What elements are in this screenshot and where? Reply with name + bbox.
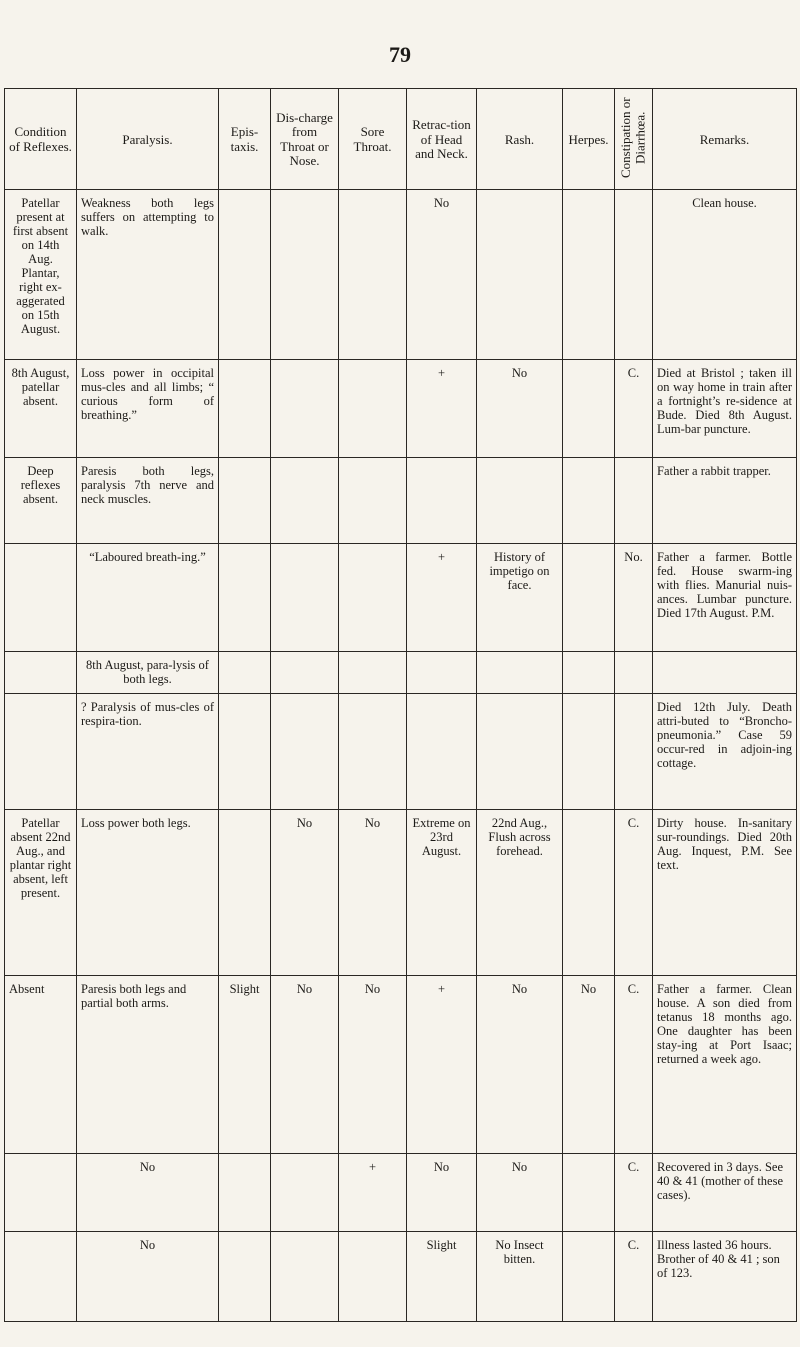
cell-paralysis: Loss power in occipital mus-cles and all limbs; “ curious form of breathing.” (77, 359, 219, 457)
table-row (5, 189, 797, 359)
cell-herpes (563, 1231, 615, 1321)
cell-retraction: + (407, 975, 477, 1153)
cell-herpes (563, 1153, 615, 1231)
table-row (5, 693, 797, 809)
cell-retraction (407, 651, 477, 693)
table-row (5, 1153, 797, 1231)
cell-sore-throat (339, 457, 407, 543)
cell-retraction: No (407, 189, 477, 359)
cell-reflexes (5, 1231, 77, 1321)
cell-sore-throat (339, 359, 407, 457)
cell-herpes: No (563, 975, 615, 1153)
cell-epistaxis (219, 457, 271, 543)
table-row (5, 543, 797, 651)
table-row (5, 359, 797, 457)
cell-sore-throat (339, 543, 407, 651)
cell-constipation (615, 457, 653, 543)
cell-reflexes: 8th August, patellar absent. (5, 359, 77, 457)
cell-retraction: Extreme on 23rd August. (407, 809, 477, 975)
cell-discharge (271, 1231, 339, 1321)
cell-reflexes: Patellar absent 22nd Aug., and plantar right absent, left present. (5, 809, 77, 975)
cell-epistaxis (219, 809, 271, 975)
clinical-table (4, 88, 797, 1322)
cell-paralysis: 8th August, para-lysis of both legs. (77, 651, 219, 693)
table-row (5, 651, 797, 693)
cell-constipation (615, 693, 653, 809)
cell-reflexes: Deep reflexes absent. (5, 457, 77, 543)
cell-discharge: No (271, 975, 339, 1153)
cell-herpes (563, 651, 615, 693)
cell-herpes (563, 359, 615, 457)
cell-remarks: Died at Bristol ; taken ill on way home in train after a fortnight’s re-sidence at Bude. Died 8th August. Lum-bar puncture. (653, 359, 797, 457)
cell-remarks: Clean house. (653, 189, 797, 359)
cell-rash: No (477, 1153, 563, 1231)
cell-epistaxis (219, 359, 271, 457)
cell-rash (477, 693, 563, 809)
cell-retraction: + (407, 359, 477, 457)
cell-remarks: Died 12th July. Death attri-buted to “Broncho-pneumonia.” Case 59 occur-red in adjoin-ing cottage. (653, 693, 797, 809)
header-row (5, 89, 797, 190)
cell-discharge (271, 543, 339, 651)
cell-paralysis: Paresis both legs and partial both arms. (77, 975, 219, 1153)
cell-sore-throat (339, 693, 407, 809)
cell-sore-throat: No (339, 975, 407, 1153)
cell-reflexes (5, 651, 77, 693)
cell-retraction: No (407, 1153, 477, 1231)
cell-rash (477, 189, 563, 359)
cell-paralysis: No (77, 1231, 219, 1321)
cell-rash: No (477, 975, 563, 1153)
header-rash: Rash. (477, 89, 563, 190)
cell-rash: No (477, 359, 563, 457)
cell-remarks: Illness lasted 36 hours. Brother of 40 & 41 ; son of 123. (653, 1231, 797, 1321)
cell-paralysis: Loss power both legs. (77, 809, 219, 975)
cell-epistaxis (219, 651, 271, 693)
cell-constipation: C. (615, 1231, 653, 1321)
cell-herpes (563, 189, 615, 359)
table-row (5, 975, 797, 1153)
cell-herpes (563, 809, 615, 975)
cell-sore-throat (339, 651, 407, 693)
table-row (5, 1231, 797, 1321)
header-retraction: Retrac-tion of Head and Neck. (407, 89, 477, 190)
cell-constipation: C. (615, 975, 653, 1153)
cell-retraction: Slight (407, 1231, 477, 1321)
cell-reflexes (5, 543, 77, 651)
header-remarks: Remarks. (653, 89, 797, 190)
cell-rash (477, 457, 563, 543)
cell-paralysis: “Laboured breath-ing.” (77, 543, 219, 651)
cell-herpes (563, 543, 615, 651)
header-paralysis: Paralysis. (77, 89, 219, 190)
cell-remarks: Father a rabbit trapper. (653, 457, 797, 543)
cell-paralysis: Paresis both legs, paralysis 7th nerve and neck muscles. (77, 457, 219, 543)
cell-remarks (653, 651, 797, 693)
cell-reflexes: Patellar present at first absent on 14th Aug. Plantar, right ex-aggerated on 15th August. (5, 189, 77, 359)
cell-rash: 22nd Aug., Flush across forehead. (477, 809, 563, 975)
cell-discharge (271, 189, 339, 359)
cell-epistaxis (219, 543, 271, 651)
cell-retraction: + (407, 543, 477, 651)
header-sore-throat: Sore Throat. (339, 89, 407, 190)
cell-epistaxis (219, 189, 271, 359)
cell-retraction (407, 457, 477, 543)
cell-sore-throat: No (339, 809, 407, 975)
cell-constipation: C. (615, 359, 653, 457)
cell-epistaxis (219, 693, 271, 809)
table-row (5, 809, 797, 975)
cell-paralysis: No (77, 1153, 219, 1231)
header-herpes: Herpes. (563, 89, 615, 190)
cell-herpes (563, 693, 615, 809)
cell-constipation (615, 189, 653, 359)
cell-sore-throat (339, 1231, 407, 1321)
cell-remarks: Dirty house. In-sanitary sur-roundings. Died 20th Aug. Inquest, P.M. See text. (653, 809, 797, 975)
cell-rash: History of impetigo on face. (477, 543, 563, 651)
header-reflexes: Condition of Reflexes. (5, 89, 77, 190)
cell-discharge (271, 359, 339, 457)
cell-epistaxis (219, 1231, 271, 1321)
cell-remarks: Father a farmer. Bottle fed. House swarm-ing with flies. Manurial nuis-ances. Lumbar puncture. Died 17th August. P.M. (653, 543, 797, 651)
cell-remarks: Father a farmer. Clean house. A son died from tetanus 18 months ago. One daughter has been stay-ing at Port Isaac; returned a week ago. (653, 975, 797, 1153)
cell-constipation: C. (615, 809, 653, 975)
table-row (5, 457, 797, 543)
cell-sore-throat (339, 189, 407, 359)
cell-reflexes (5, 1153, 77, 1231)
cell-discharge (271, 1153, 339, 1231)
cell-retraction (407, 693, 477, 809)
header-epistaxis: Epis-taxis. (219, 89, 271, 190)
cell-constipation: C. (615, 1153, 653, 1231)
cell-discharge (271, 693, 339, 809)
cell-rash (477, 651, 563, 693)
cell-sore-throat: + (339, 1153, 407, 1231)
cell-rash: No Insect bitten. (477, 1231, 563, 1321)
cell-herpes (563, 457, 615, 543)
cell-discharge: No (271, 809, 339, 975)
cell-reflexes (5, 693, 77, 809)
cell-constipation (615, 651, 653, 693)
cell-discharge (271, 651, 339, 693)
page-number: 79 (389, 42, 411, 67)
header-constipation-text: Constipation or Diarrhœa. (618, 97, 648, 179)
cell-paralysis: Weakness both legs suffers on attempting to walk. (77, 189, 219, 359)
cell-reflexes: Absent (5, 975, 77, 1153)
cell-epistaxis: Slight (219, 975, 271, 1153)
cell-epistaxis (219, 1153, 271, 1231)
cell-discharge (271, 457, 339, 543)
cell-paralysis: ? Paralysis of mus-cles of respira-tion. (77, 693, 219, 809)
header-discharge: Dis-charge from Throat or Nose. (271, 89, 339, 190)
header-constipation (615, 89, 653, 190)
cell-remarks: Recovered in 3 days. See 40 & 41 (mother of these cases). (653, 1153, 797, 1231)
cell-constipation: No. (615, 543, 653, 651)
